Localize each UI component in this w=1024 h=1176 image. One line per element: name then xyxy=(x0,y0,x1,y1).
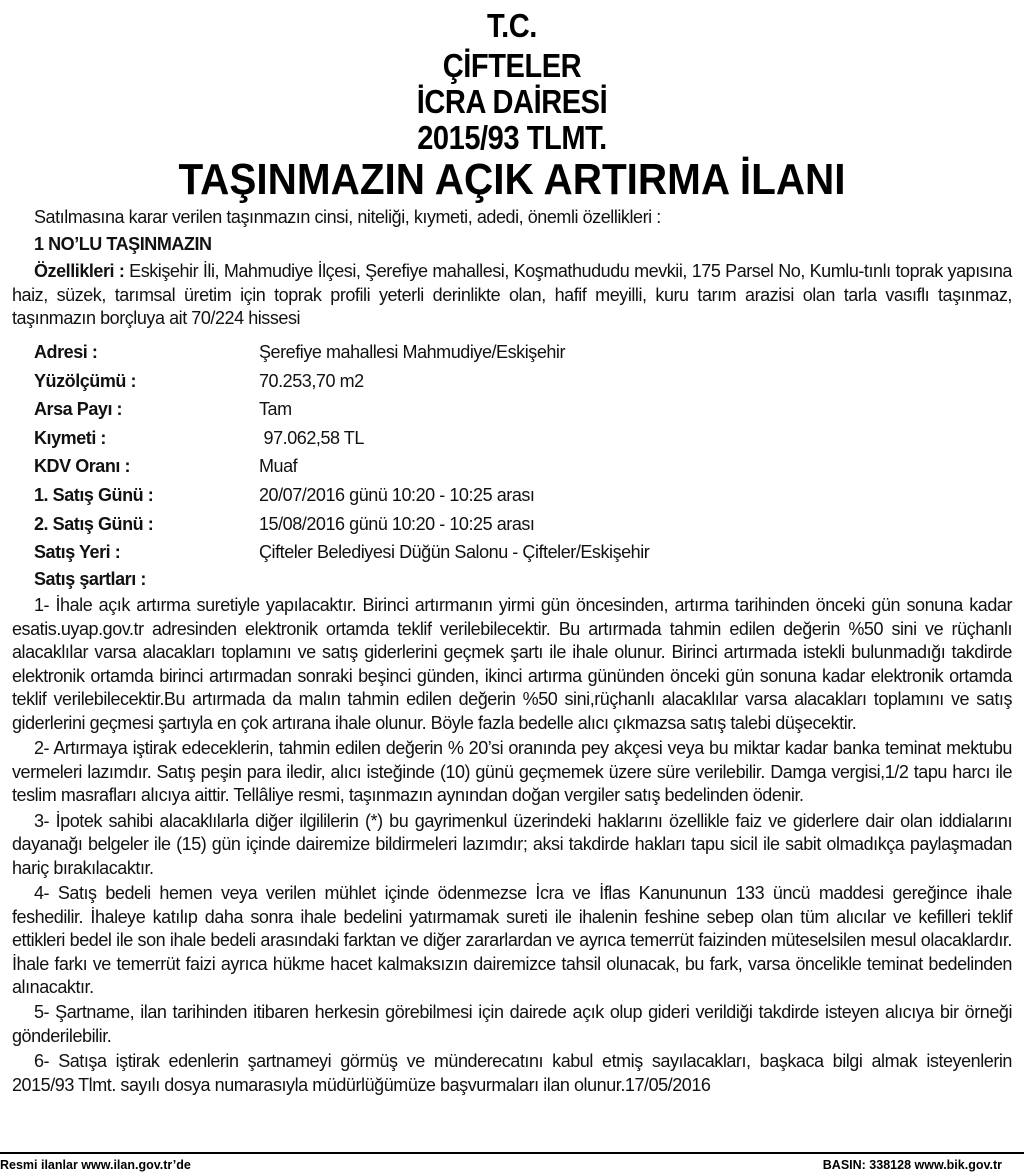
header-office: İCRA DAİRESİ xyxy=(416,83,608,120)
page-title: TAŞINMAZIN AÇIK ARTIRMA İLANI xyxy=(178,155,846,204)
condition-item: 1- İhale açık artırma suretiyle yapılacaktır. Birinci artırmanın yirmi gün öncesinden, artırma tarihinden önceki gün sonuna kadar esatis.uyap.gov.tr adresinden elektronik ortamda teklif verilebilecektir. Bu artırmada tahmin edilen değerin %50 sini ve rüçhanlı alacaklılar varsa alacakları toplamını ve satış giderlerini geçmek şartı ile ihale olunur. Birinci artırmada istekli bulunmadığı takdirde elektronik ortamda birinci artırmadan sonraki beşinci günden, ikinci artırma gününden önceki gün sonuna kadar elektronik ortamda teklif verilebilecektir.Bu artırmada da malın tahmin edilen değerin %50 sini,rüçhanlı alacaklılar varsa alacakları toplamını ve satış giderlerini geçmesi şartıyla en çok artırana ihale olunur. Böyle fazla bedelle alıcı çıkmazsa satış talebi düşecektir. xyxy=(12,595,1012,733)
info-label: Kıymeti : xyxy=(34,427,106,448)
condition-item: 2- Artırmaya iştirak edeceklerin, tahmin edilen değerin % 20’si oranında pey akçesi veya bu miktar kadar banka teminat mektubu vermeleri lazımdır. Satış peşin para iledir, alıcı isteğinde (10) günü geçmemek üzere süre verilebilir. Damga vergisi,1/2 tapu harcı ile teslim masrafları alıcıya aittir. Tellâliye resmi, taşınmazın aynından doğan vergiler satış bedelinden ödenir. xyxy=(12,738,1012,806)
intro-text: Satılmasına karar verilen taşınmazın cinsi, niteliği, kıymeti, adedi, önemli özellikleri : xyxy=(34,207,661,227)
footer-left-text: Resmi ilanlar www.ilan.gov.tr’de xyxy=(0,1158,191,1172)
info-row-vat xyxy=(34,452,1014,481)
info-label: 1. Satış Günü : xyxy=(34,484,154,505)
conditions-list xyxy=(12,594,1012,1099)
conditions-title: Satış şartları : xyxy=(34,569,146,589)
info-row-second-sale xyxy=(34,510,1014,539)
footer-right-text: BASIN: 338128 www.bik.gov.tr xyxy=(822,1158,1002,1172)
info-value: 97.062,58 TL xyxy=(259,427,364,448)
condition-item: 3- İpotek sahibi alacaklılarla diğer ilgililerin (*) bu gayrimenkul üzerindeki haklarını özellikle faiz ve giderlere dair olan iddialarını dayanağı belgeler ile (15) gün içinde dairemize bildirmeleri lazımdır; aksi takdirde hakları tapu sicil ile sabit olmadıkça paylaşmadan hariç bırakılacaktır. xyxy=(12,810,1012,878)
info-row-value xyxy=(34,424,1014,453)
info-row-area xyxy=(34,367,1014,396)
condition-item: 6- Satışa iştirak edenlerin şartnameyi görmüş ve münderecatını kabul etmiş sayılacakları, başkaca bilgi almak isteyenlerin 2015/93 Tlmt. sayılı dosya numarasıyla müdürlüğümüze başvurmaları ilan olunur.17/05/2016 xyxy=(12,1051,1012,1095)
footer-bar xyxy=(0,1152,1024,1176)
info-value: Çifteler Belediyesi Düğün Salonu - Çifteler/Eskişehir xyxy=(259,542,650,563)
info-row-first-sale xyxy=(34,481,1014,510)
info-label: 2. Satış Günü : xyxy=(34,513,154,534)
info-label: Yüzölçümü : xyxy=(34,370,137,391)
info-label: Arsa Payı : xyxy=(34,399,123,420)
info-value: Muaf xyxy=(259,456,298,477)
info-label: Adresi : xyxy=(34,342,98,362)
property-info-table xyxy=(34,338,1014,567)
info-value: 15/08/2016 günü 10:20 - 10:25 arası xyxy=(259,513,535,534)
property-features xyxy=(12,260,1012,331)
info-value: 70.253,70 m2 xyxy=(259,370,364,391)
header-file-number: 2015/93 TLMT. xyxy=(417,119,607,156)
info-value: Tam xyxy=(259,399,292,420)
info-label: Satış Yeri : xyxy=(34,542,121,563)
condition-item: 4- Satış bedeli hemen veya verilen mühlet içinde ödenmezse İcra ve İflas Kanununun 133 üncü maddesi gereğince ihale feshedilir. İhaleye katılıp daha sonra ihale bedelini yatırmamak sureti ile ihalenin feshine sebep olan tüm alıcılar ve kefilleri teklif ettikleri bedel ile son ihale bedeli arasındaki farktan ve diğer zararlardan ve ayrıca temerrüt faizinden müteselsilen mesul olacaklardır. İhale farkı ve temerrüt faizi ayrıca hükme hacet kalmaksızın dairemizce tahsil olunacak, bu fark, varsa öncelikle teminat bedelinden alınacaktır. xyxy=(12,882,1012,998)
info-row-land-share xyxy=(34,395,1014,424)
header-town: ÇİFTELER xyxy=(442,47,582,84)
info-value: Şerefiye mahallesi Mahmudiye/Eskişehir xyxy=(259,342,566,362)
info-row-address xyxy=(34,338,1014,367)
features-text: Eskişehir İli, Mahmudiye İlçesi, Şerefiye mahallesi, Koşmathududu mevkii, 175 Parsel No, Kumlu-tınlı toprak yapısına haiz, süzek, tarımsal üretim için toprak profili yeterli derinlikte olan, hafif meyilli, kuru tarım arazisi olan tarla vasıflı taşınmaz, taşınmazın borçluya ait 70/224 hissesi xyxy=(12,261,1012,329)
property-title: 1 NO’LU TAŞINMAZIN xyxy=(34,234,212,254)
info-row-sale-place xyxy=(34,538,1014,567)
features-label: Özellikleri : xyxy=(34,261,125,281)
info-value: 20/07/2016 günü 10:20 - 10:25 arası xyxy=(259,484,535,505)
info-label: KDV Oranı : xyxy=(34,456,131,477)
condition-item: 5- Şartname, ilan tarihinden itibaren herkesin görebilmesi için dairede açık olup gideri verildiği takdirde isteyen alıcıya bir örneği gönderilebilir. xyxy=(12,1002,1012,1047)
header-tc: T.C. xyxy=(487,7,537,44)
